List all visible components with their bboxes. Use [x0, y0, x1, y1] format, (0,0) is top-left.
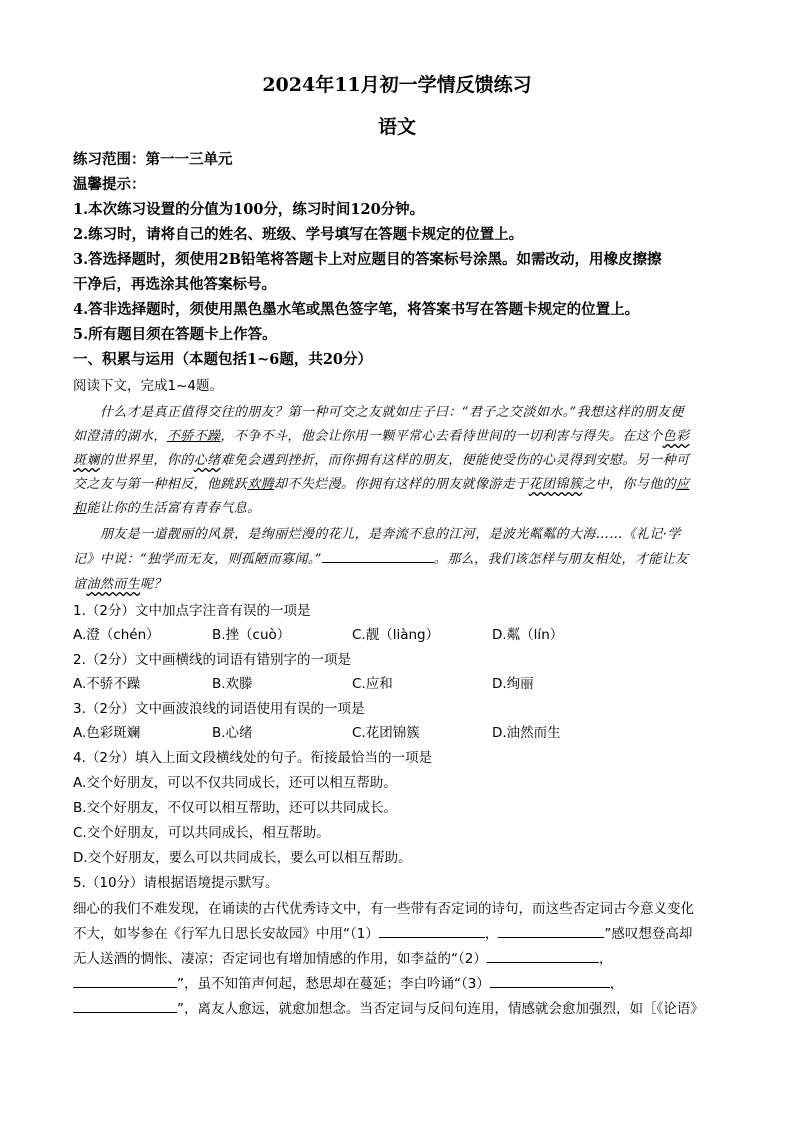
- question-1-stem: 1.（2分）文中加点字注音有误的一项是: [73, 603, 311, 619]
- text-run: 的世界里，你的: [99, 453, 194, 468]
- q4-option-b: B.交个好朋友，不仅可以相互帮助，还可以共同成长。: [73, 800, 398, 816]
- practice-range: 练习范围：第一一三单元: [73, 151, 233, 168]
- q4-option-d: D.交个好朋友，要么可以共同成长，要么可以相互帮助。: [73, 850, 412, 866]
- fill-blank-3a: [490, 973, 610, 988]
- passage-p1-line-4: [73, 473, 689, 492]
- q4-option-a: A.交个好朋友，可以不仅共同成长，还可以相互帮助。: [73, 775, 397, 791]
- text-run: 之中，你与他的: [582, 477, 677, 492]
- q3-option-d: D.油然而生: [492, 725, 561, 741]
- fill-blank-1b: [498, 923, 604, 938]
- question-2-stem: 2.（2分）文中画横线的词语有错别字的一项是: [73, 652, 351, 668]
- wavy-word: 斑斓: [73, 453, 100, 468]
- q1-option-b: B.挫（cuò）: [212, 627, 291, 643]
- fill-blank-3b: [73, 998, 177, 1013]
- q5-line-2: [73, 922, 692, 942]
- text-run: 。那么，我们该怎样与朋友相处，才能让友: [433, 552, 689, 567]
- text-run: 不大，如岑参在《行军九日思长安故园》中用“（1）: [73, 926, 379, 942]
- reading-instruction: 阅读下文，完成1~4题。: [73, 378, 223, 394]
- tip-1: 1.本次练习设置的分值为100分，练习时间120分钟。: [73, 201, 425, 218]
- q2-option-d: D.绚丽: [492, 676, 534, 692]
- underlined-word: 应: [676, 477, 690, 492]
- text-run: 谊: [73, 577, 87, 592]
- tips-heading: 温馨提示：: [73, 176, 146, 193]
- passage-p2-line-3: [73, 573, 167, 592]
- q2-option-a: A.不骄不躁: [73, 676, 141, 692]
- tip-3-line-2: 干净后，再选涂其他答案标号。: [73, 276, 276, 293]
- q2-option-c: C.应和: [352, 676, 393, 692]
- passage-p1-line-5: [73, 497, 261, 516]
- tip-2: 2.练习时，请将自己的姓名、班级、学号填写在答题卡规定的位置上。: [73, 226, 524, 243]
- wavy-word: 花团锦簇: [528, 477, 583, 492]
- q4-option-c: C.交个好朋友，可以共同成长，相互帮助。: [73, 825, 330, 841]
- question-3-stem: 3.（2分）文中画波浪线的词语使用有误的一项是: [73, 701, 365, 717]
- passage-p2-line-2: [73, 548, 688, 567]
- text-run: ，: [598, 951, 613, 967]
- passage-p2-line-1: 朋友是一道靓丽的风景，是绚丽烂漫的花儿，是奔流不息的江河，是波光粼粼的大海……《礼记·学: [100, 527, 681, 542]
- tip-3-line-1: 3.答选择题时，须使用2B铅笔将答题卡上对应题目的答案标号涂黑。如需改动，用橡皮擦擦: [73, 251, 662, 268]
- passage-p1-line-3: [73, 449, 689, 468]
- question-5-stem: 5.（10分）请根据语境提示默写。: [73, 875, 279, 891]
- text-run: ，不争不斗，他会让你用一颗平常心去看待世间的一切利害与得失。在这个: [220, 429, 663, 444]
- fill-blank-2b: [73, 973, 177, 988]
- underlined-word: 不骄不躁: [166, 429, 221, 444]
- text-run: 呢？: [140, 577, 167, 592]
- text-run: 记》中说：“独学而无友，则孤陋而寡闻。”: [73, 552, 322, 567]
- subject-title: 语文: [377, 116, 416, 138]
- fill-blank: [322, 548, 434, 563]
- passage-p1-line-2: [73, 425, 689, 444]
- text-run: 却不失烂漫。你拥有这样的朋友就像游走于: [274, 477, 529, 492]
- text-run: 难免会遇到挫折，而你拥有这样的朋友，便能使受伤的心灵得到安慰。另一种可: [220, 453, 690, 468]
- text-run: ，: [484, 926, 499, 942]
- tip-4: 4.答非选择题时，须使用黑色墨水笔或黑色签字笔，将答案书写在答题卡规定的位置上。: [73, 301, 640, 318]
- text-run: 交之友与第一种相反，他跳跃: [73, 477, 248, 492]
- q3-option-b: B.心绪: [212, 725, 253, 741]
- text-run: ”，离友人愈远，就愈加想念。当否定词与反问句连用，情感就会愈加强烈，如［《论语》: [177, 1001, 704, 1017]
- q1-option-a: A.澄（chén）: [73, 627, 160, 643]
- text-run: ”，虽不知笛声何起，愁思却在蔓延；李白吟诵“（3）: [177, 976, 490, 992]
- q5-line-3: [73, 947, 612, 967]
- question-4-stem: 4.（2分）填入上面文段横线处的句子。衔接最恰当的一项是: [73, 750, 432, 766]
- fill-blank-1a: [379, 923, 485, 938]
- underlined-word: 欢腾: [247, 477, 275, 492]
- page-title: 2024年11月初一学情反馈练习: [262, 74, 532, 96]
- q1-option-d: D.粼（lín）: [492, 627, 564, 643]
- q2-option-b: B.欢滕: [212, 676, 253, 692]
- text-run: 无人送酒的惆怅、凄凉；否定词也有增加情感的作用，如李益的“（2）: [73, 951, 487, 967]
- section-1-heading: 一、积累与运用（本题包括1~6题，共20分）: [73, 351, 373, 368]
- tip-5: 5.所有题目须在答题卡上作答。: [73, 326, 277, 343]
- q3-option-c: C.花团锦簇: [352, 725, 420, 741]
- q3-option-a: A.色彩斑斓: [73, 725, 141, 741]
- q5-line-4: [73, 972, 623, 992]
- underlined-word: 和: [73, 501, 87, 516]
- text-run: 能让你的生活富有青春气息。: [86, 501, 261, 516]
- text-run: 如澄清的湖水，: [73, 429, 167, 444]
- q5-line-1: 细心的我们不难发现，在诵读的古代优秀诗文中，有一些带有否定词的诗句，而这些否定词古今意义变化: [73, 901, 694, 917]
- q5-line-5: [73, 997, 704, 1017]
- wavy-word: 色彩: [662, 429, 690, 444]
- passage-p1-line-1: 什么才是真正值得交往的朋友？第一种可交之友就如庄子曰：“君子之交淡如水。”我想这样的朋友便: [100, 405, 684, 420]
- wavy-word: 油然而生: [86, 577, 141, 592]
- wavy-word: 心绪: [193, 453, 221, 468]
- fill-blank-2a: [487, 948, 599, 963]
- text-run: ”感叹想登高却: [604, 926, 693, 942]
- text-run: ，: [609, 976, 624, 992]
- q1-option-c: C.靓（liàng）: [352, 627, 440, 643]
